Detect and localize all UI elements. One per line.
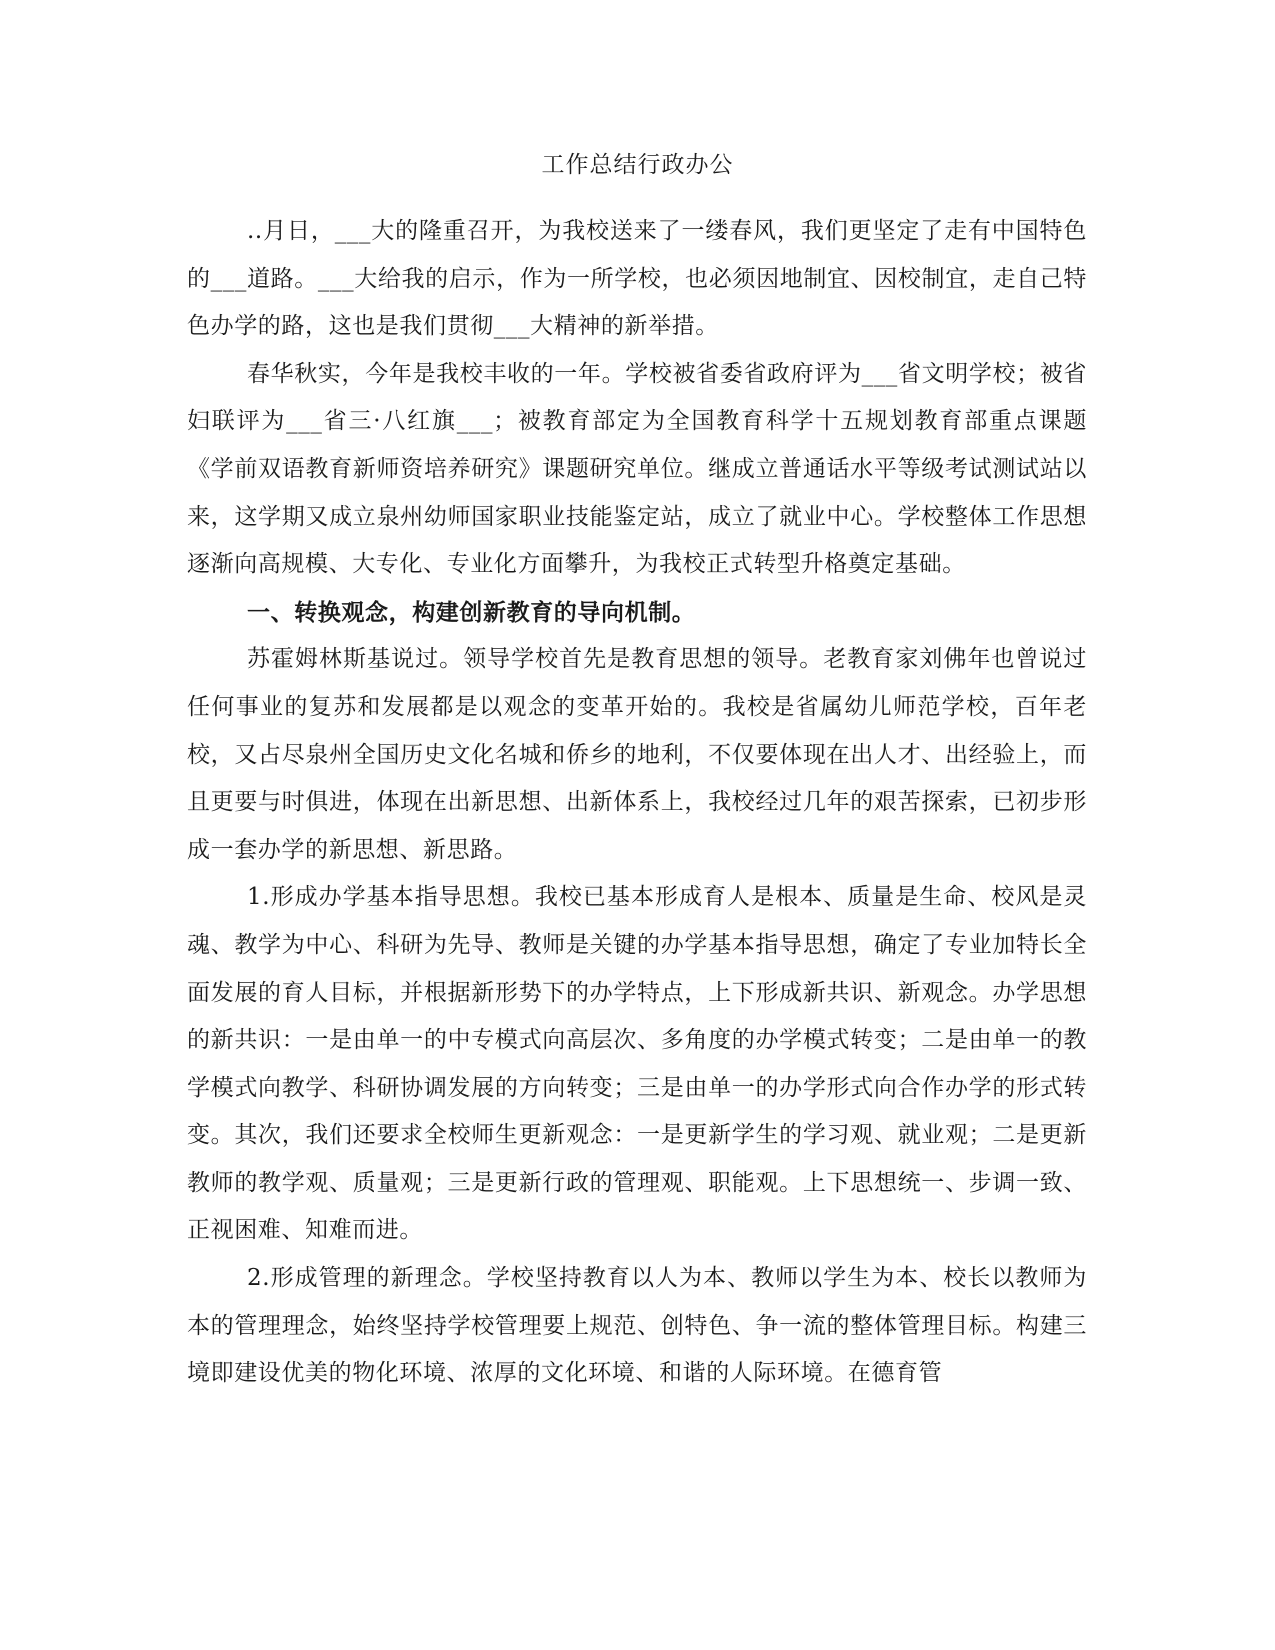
paragraph-achievements: 春华秋实，今年是我校丰收的一年。学校被省委省政府评为___省文明学校；被省妇联评为___省三·八红旗___；被教育部定为全国教育科学十五规划教育部重点课题《学前双语教育新师资培养研究》课题研究单位。继成立普通话水平等级考试测试站以来，这学期又成立泉州幼师国家职业技能鉴定站，成立了就业中心。学校整体工作思想逐渐向高规模、大专化、专业化方面攀升，为我校正式转型升格奠定基础。 bbox=[187, 360, 1087, 578]
paragraph-section-1-intro: 苏霍姆林斯基说过。领导学校首先是教育思想的领导。老教育家刘佛年也曾说过任何事业的复苏和发展都是以观念的变革开始的。我校是省属幼儿师范学校，百年老校，又占尽泉州全国历史文化名城和侨乡的地利，不仅要体现在出人才、出经验上，而且更要与时俱进，体现在出新思想、出新体系上，我校经过几年的艰苦探索，已初步形成一套办学的新思想、新思路。 bbox=[187, 646, 1087, 863]
paragraph-management-concept: 2.形成管理的新理念。学校坚持教育以人为本、教师以学生为本、校长以教师为本的管理理念，始终坚持学校管理要上规范、创特色、争一流的整体管理目标。构建三境即建设优美的物化环境、浓厚的文化环境、和谐的人际环境。在德育管 bbox=[187, 1265, 1087, 1387]
section-heading-1: 一、转换观念，构建创新教育的导向机制。 bbox=[247, 598, 696, 626]
document-title: 工作总结行政办公 bbox=[541, 152, 734, 178]
paragraph-intro: ..月日，___大的隆重召开，为我校送来了一缕春风，我们更坚定了走有中国特色的___道路。___大给我的启示，作为一所学校，也必须因地制宜、因校制宜，走自己特色办学的路，这也是我们贯彻___大精神的新举措。 bbox=[187, 218, 1087, 340]
paragraph-guiding-thought: 1.形成办学基本指导思想。我校已基本形成育人是根本、质量是生命、校风是灵魂、教学为中心、科研为先导、教师是关键的办学基本指导思想，确定了专业加特长全面发展的育人目标，并根据新形势下的办学特点，上下形成新共识、新观念。办学思想的新共识：一是由单一的中专模式向高层次、多角度的办学模式转变；二是由单一的教学模式向教学、科研协调发展的方向转变；三是由单一的办学形式向合作办学的形式转变。其次，我们还要求全校师生更新观念：一是更新学生的学习观、就业观；二是更新教师的教学观、质量观；三是更新行政的管理观、职能观。上下思想统一、步调一致、正视困难、知难而进。 bbox=[187, 884, 1087, 1244]
document-body bbox=[187, 208, 1087, 1398]
